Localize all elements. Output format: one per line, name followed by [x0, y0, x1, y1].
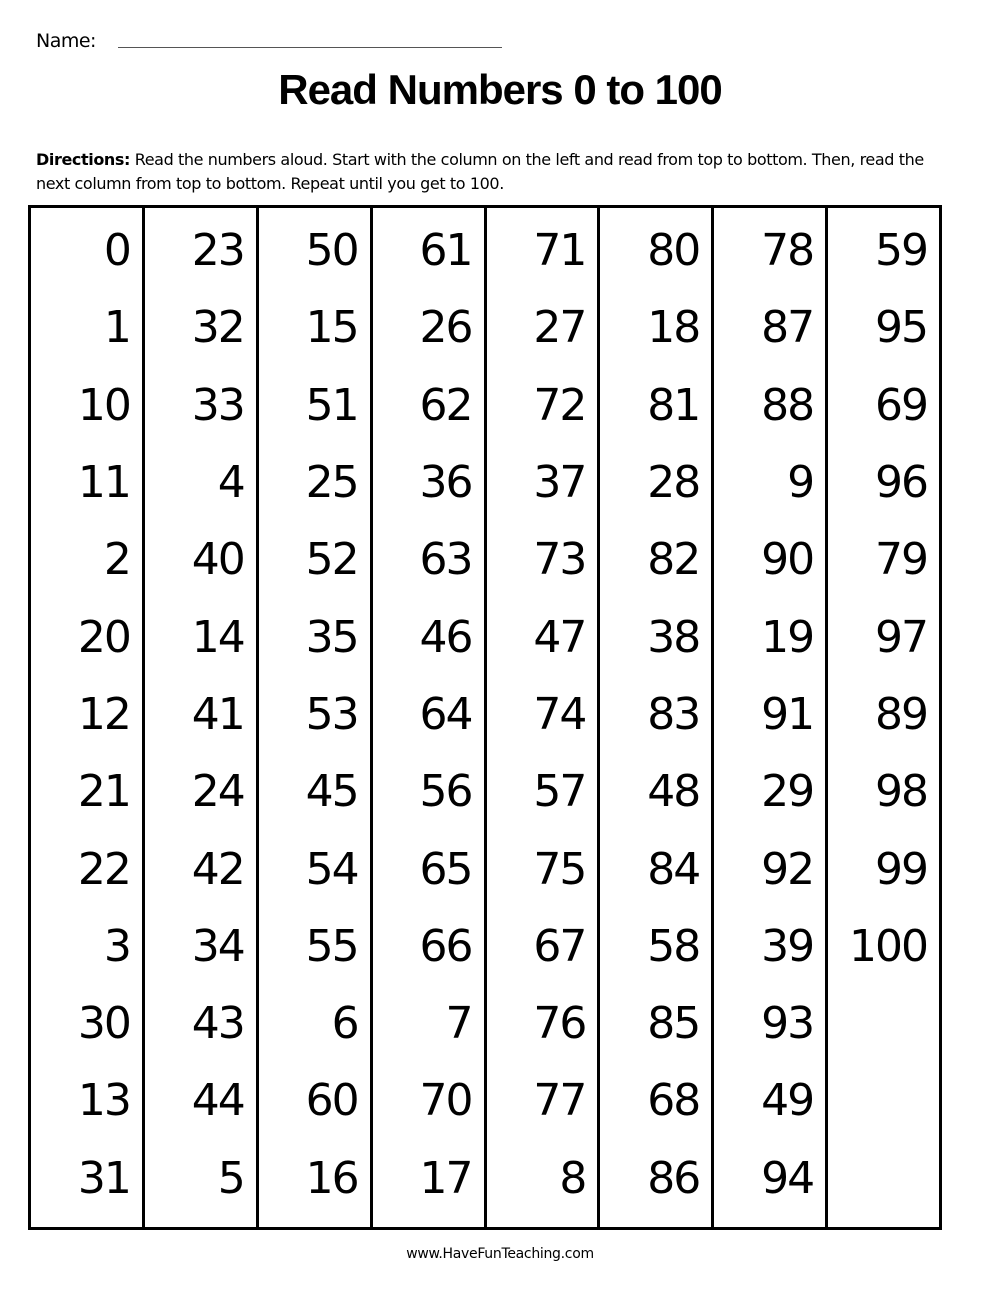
- number-cell: 28: [647, 456, 700, 508]
- number-cell: 30: [77, 998, 130, 1050]
- number-cell: 73: [533, 534, 586, 586]
- number-cell: 98: [875, 766, 927, 818]
- number-cell: 70: [419, 1075, 472, 1127]
- number-cell: 27: [533, 302, 586, 354]
- number-cell: 7: [445, 998, 472, 1050]
- number-cell: 56: [419, 766, 472, 818]
- number-cell: 5: [217, 1152, 244, 1204]
- number-cell: 39: [761, 920, 814, 972]
- number-cell: 55: [305, 920, 358, 972]
- number-cell: 88: [761, 379, 814, 431]
- number-column: [31, 208, 145, 1227]
- number-cell: 41: [191, 688, 244, 740]
- number-cell: 89: [875, 688, 927, 740]
- number-cell: [828, 1150, 939, 1227]
- number-cell: 29: [761, 766, 814, 818]
- number-cell: 90: [761, 534, 814, 586]
- number-cell: 86: [647, 1152, 700, 1204]
- number-cell: 19: [761, 611, 814, 663]
- number-cell: 35: [305, 611, 358, 663]
- number-cell: 80: [647, 225, 700, 276]
- number-cell: 62: [419, 379, 472, 431]
- number-cell: 93: [761, 998, 814, 1050]
- number-cell: 78: [761, 225, 814, 276]
- number-cell: 3: [103, 920, 130, 972]
- number-cell: 37: [533, 456, 586, 508]
- number-column: [487, 208, 601, 1227]
- number-cell: 49: [761, 1075, 814, 1127]
- number-cell: 43: [191, 998, 244, 1050]
- number-cell: 99: [875, 843, 927, 895]
- page-title: Read Numbers 0 to 100: [278, 66, 722, 113]
- number-cell: 24: [191, 766, 244, 818]
- directions-label: Directions:: [36, 150, 131, 169]
- number-cell: 6: [331, 998, 358, 1050]
- number-cell: 92: [761, 843, 814, 895]
- number-cell: 46: [419, 611, 472, 663]
- number-cell: 42: [191, 843, 244, 895]
- number-cell: 25: [305, 456, 358, 508]
- number-column: [373, 208, 487, 1227]
- number-column: [259, 208, 373, 1227]
- number-cell: 59: [875, 225, 927, 276]
- number-cell: 82: [647, 534, 700, 586]
- number-cell: 52: [305, 534, 358, 586]
- number-cell: 79: [875, 534, 927, 586]
- footer-url: www.HaveFunTeaching.com: [406, 1246, 594, 1262]
- number-cell: 18: [647, 302, 700, 354]
- number-cell: 21: [77, 766, 130, 818]
- number-cell: 36: [419, 456, 472, 508]
- number-cell: 45: [305, 766, 358, 818]
- number-cell: 77: [533, 1075, 586, 1127]
- number-cell: 34: [191, 920, 244, 972]
- number-cell: 23: [191, 225, 244, 276]
- number-cell: 14: [191, 611, 244, 663]
- number-cell: 40: [191, 534, 244, 586]
- number-cell: 84: [647, 843, 700, 895]
- number-cell: 47: [533, 611, 586, 663]
- number-cell: 94: [761, 1152, 814, 1204]
- number-cell: 48: [647, 766, 700, 818]
- number-cell: 74: [533, 688, 586, 740]
- number-cell: 91: [761, 688, 814, 740]
- number-cell: 71: [533, 225, 586, 276]
- name-row: [36, 30, 502, 52]
- number-cell: 76: [533, 998, 586, 1050]
- number-cell: 100: [849, 920, 927, 972]
- number-cell: 20: [77, 611, 130, 663]
- number-cell: 96: [875, 456, 927, 508]
- number-cell: 8: [559, 1152, 586, 1204]
- number-cell: 15: [305, 302, 358, 354]
- number-cell: 9: [787, 456, 814, 508]
- number-cell: 72: [533, 379, 586, 431]
- number-cell: 66: [419, 920, 472, 972]
- number-cell: 10: [77, 379, 130, 431]
- number-cell: 22: [77, 843, 130, 895]
- number-cell: 81: [647, 379, 700, 431]
- number-cell: 97: [875, 611, 927, 663]
- number-cell: 44: [191, 1075, 244, 1127]
- number-cell: 61: [419, 225, 472, 276]
- number-cell: 33: [191, 379, 244, 431]
- number-grid: [28, 205, 942, 1230]
- number-cell: 87: [761, 302, 814, 354]
- number-cell: 31: [77, 1152, 130, 1204]
- number-cell: 64: [419, 688, 472, 740]
- number-cell: 16: [305, 1152, 358, 1204]
- number-column: [600, 208, 714, 1227]
- number-cell: 51: [305, 379, 358, 431]
- number-cell: [828, 995, 939, 1072]
- number-column: [714, 208, 828, 1227]
- number-cell: 85: [647, 998, 700, 1050]
- number-cell: 1: [103, 302, 130, 354]
- number-cell: 0: [103, 225, 130, 276]
- number-cell: 95: [875, 302, 927, 354]
- number-cell: 83: [647, 688, 700, 740]
- number-cell: 13: [77, 1075, 130, 1127]
- number-cell: 11: [77, 456, 130, 508]
- number-cell: 75: [533, 843, 586, 895]
- number-cell: 60: [305, 1075, 358, 1127]
- number-column: [145, 208, 259, 1227]
- number-cell: 38: [647, 611, 700, 663]
- number-cell: [828, 1072, 939, 1149]
- number-cell: 32: [191, 302, 244, 354]
- name-label: Name:: [36, 30, 96, 52]
- number-cell: 57: [533, 766, 586, 818]
- number-cell: 68: [647, 1075, 700, 1127]
- number-cell: 53: [305, 688, 358, 740]
- number-column: [828, 208, 939, 1227]
- number-cell: 65: [419, 843, 472, 895]
- number-cell: 63: [419, 534, 472, 586]
- number-cell: 54: [305, 843, 358, 895]
- number-cell: 2: [103, 534, 130, 586]
- number-cell: 12: [77, 688, 130, 740]
- number-cell: 67: [533, 920, 586, 972]
- number-cell: 4: [217, 456, 244, 508]
- number-cell: 17: [419, 1152, 472, 1204]
- number-cell: 69: [875, 379, 927, 431]
- number-cell: 26: [419, 302, 472, 354]
- number-cell: 58: [647, 920, 700, 972]
- directions-text: Read the numbers aloud. Start with the column on the left and read from top to bottom. Then, read the next column from top to bottom. Repeat until you get to 100.: [36, 150, 924, 193]
- name-input-line[interactable]: [118, 47, 502, 48]
- number-cell: 50: [305, 225, 358, 276]
- directions: [36, 148, 956, 196]
